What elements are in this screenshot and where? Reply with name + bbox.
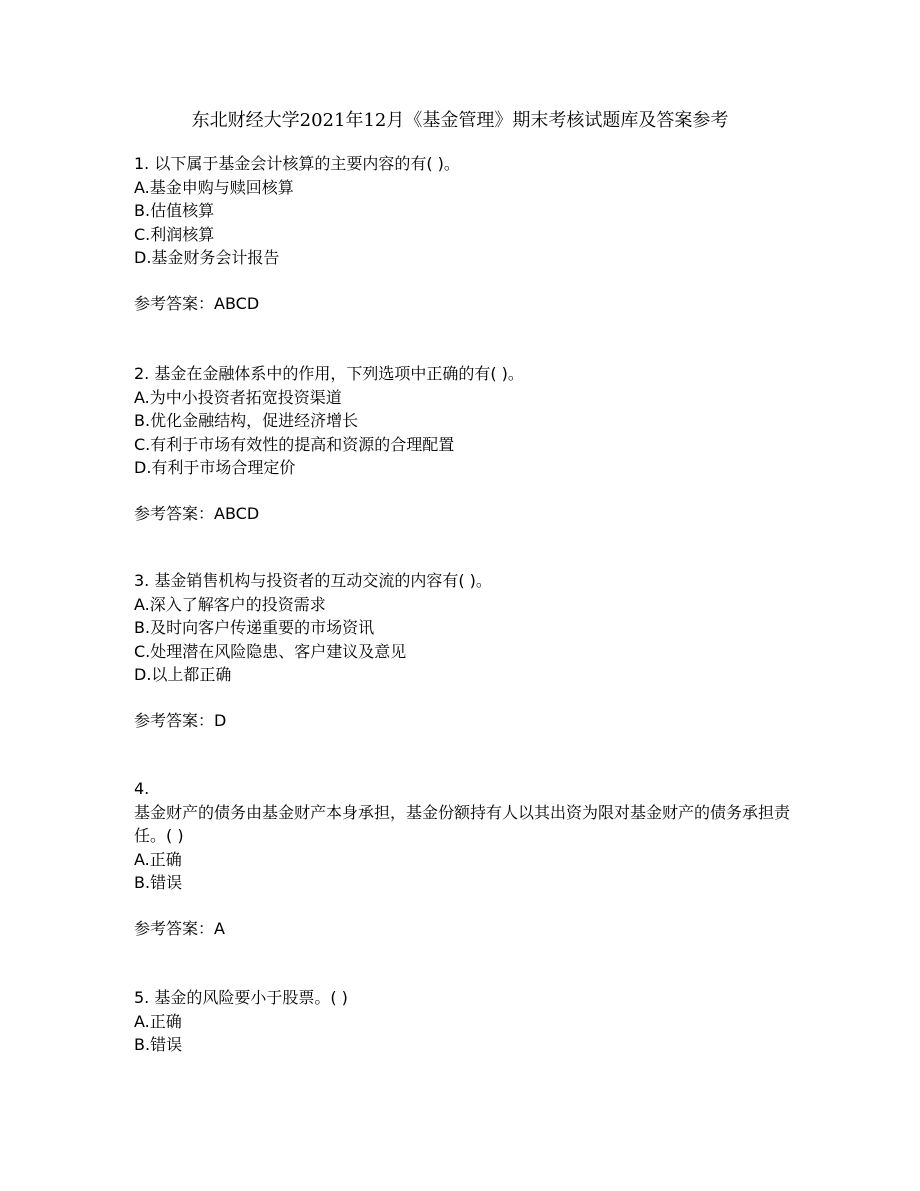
question-stem: 3. 基金销售机构与投资者的互动交流的内容有( )。	[134, 571, 492, 590]
option-b: B.优化金融结构，促进经济增长	[134, 411, 359, 430]
option-d: D.基金财务会计报告	[134, 248, 280, 267]
option-b: B.错误	[134, 1035, 183, 1054]
question-1	[134, 152, 794, 315]
option-a: A.深入了解客户的投资需求	[134, 594, 326, 614]
answer-line	[134, 709, 794, 733]
option-b: B.估值核算	[134, 201, 215, 220]
answer-label: 参考答案：	[134, 293, 215, 313]
question-5	[134, 986, 794, 1057]
option-c: C.利润核算	[134, 224, 215, 244]
option-b: B.及时向客户传递重要的市场资讯	[134, 618, 375, 637]
question-4	[134, 777, 794, 940]
answer-value: ABCD	[214, 503, 260, 523]
answer-value: A	[214, 918, 225, 938]
option-d: D.以上都正确	[134, 665, 232, 684]
answer-value: ABCD	[214, 293, 260, 313]
question-stem: 2. 基金在金融体系中的作用，下列选项中正确的有( )。	[134, 364, 524, 383]
question-stem: 1. 以下属于基金会计核算的主要内容的有( )。	[134, 154, 460, 173]
answer-line	[134, 917, 794, 941]
option-a: A.基金申购与赎回核算	[134, 177, 294, 197]
option-c: C.处理潜在风险隐患、客户建议及意见	[134, 641, 407, 661]
question-3	[134, 569, 794, 732]
option-a: A.正确	[134, 1011, 182, 1031]
option-c: C.有利于市场有效性的提高和资源的合理配置	[134, 434, 455, 454]
option-d: D.有利于市场合理定价	[134, 458, 296, 477]
question-number: 4.	[134, 779, 150, 798]
option-a: A.正确	[134, 849, 182, 869]
option-b: B.错误	[134, 873, 183, 892]
answer-label: 参考答案：	[134, 503, 215, 523]
answer-label: 参考答案：	[134, 710, 215, 730]
option-a: A.为中小投资者拓宽投资渠道	[134, 387, 342, 407]
answer-value: D	[214, 710, 227, 730]
document-title: 东北财经大学2021年12月《基金管理》期末考核试题库及答案参考	[191, 110, 729, 131]
answer-line	[134, 502, 794, 526]
question-2	[134, 362, 794, 525]
question-stem: 5. 基金的风险要小于股票。( )	[134, 988, 348, 1007]
answer-line	[134, 292, 794, 316]
question-stem: 基金财产的债务由基金财产本身承担，基金份额持有人以其出资为限对基金财产的债务承担责任。( )	[134, 802, 791, 845]
answer-label: 参考答案：	[134, 918, 215, 938]
